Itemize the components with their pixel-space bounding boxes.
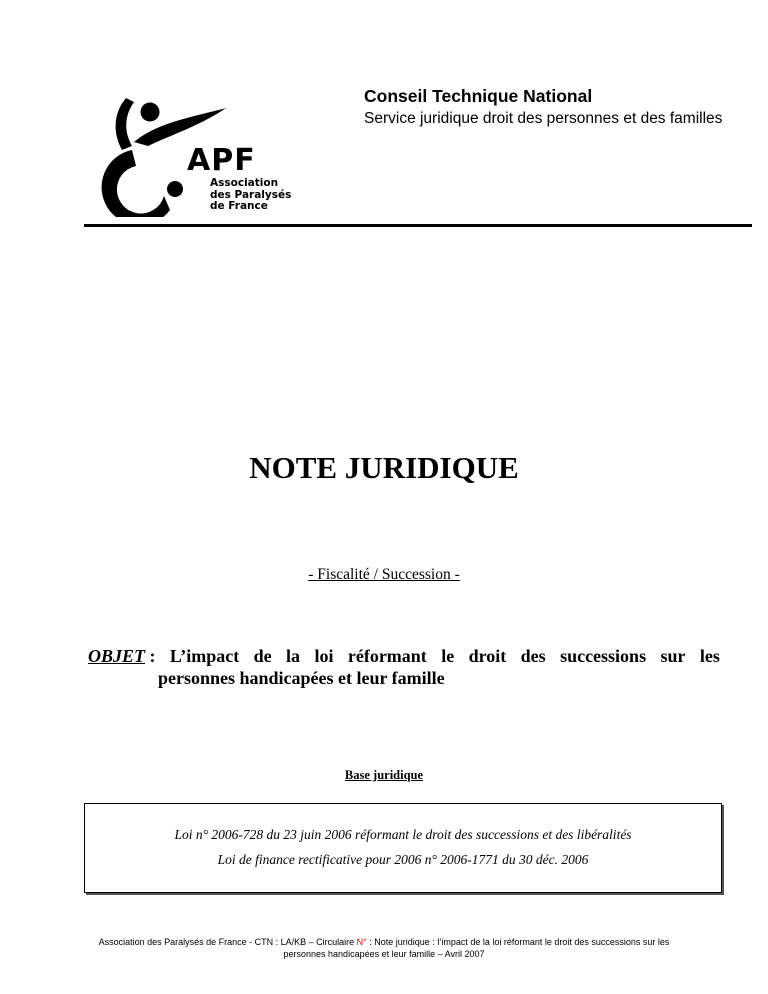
logo-name-line: de France [210,200,268,212]
objet-block [88,645,720,689]
objet-separator: : [149,646,156,666]
objet-label-group [88,645,156,667]
objet-word: successions [560,646,647,666]
footer-suffix: : Note juridique : l’impact de la loi réformant le droit des successions sur les [366,937,670,947]
logo-acronym: APF [187,143,256,178]
objet-word: loi [314,646,334,666]
footer-circulaire-number: N° [356,937,367,947]
objet-word: de [253,646,272,666]
document-subtitle: - Fiscalité / Succession - [308,566,460,583]
footer-line-2: personnes handicapées et leur famille – Avril 2007 [283,948,485,959]
objet-word: L’impact [169,646,240,666]
footer-prefix: Association des Paralysés de France - CTN : LA/KB – Circulaire [98,937,357,947]
objet-word: les [699,646,720,666]
objet-word: le [441,646,455,666]
base-juridique-heading: Base juridique [344,768,424,782]
objet-line-1 [88,645,720,667]
objet-word: sur [660,646,686,666]
logo-name [210,178,291,213]
header-divider [84,224,752,227]
base-juridique-box [84,803,722,893]
document-title: NOTE JURIDIQUE [249,450,519,485]
base-juridique-line: Loi de finance rectificative pour 2006 n° 2006-1771 du 30 déc. 2006 [217,852,589,867]
objet-word: la [286,646,301,666]
footer-line-1 [40,937,728,949]
objet-word: droit [468,646,507,666]
header-service: Service juridique droit des personnes et des familles [364,110,723,127]
logo-name-line: des Paralysés [210,188,292,201]
objet-word: réformant [347,646,427,666]
objet-word: des [520,646,546,666]
logo-name-line: Association [210,177,279,189]
objet-line-2: personnes handicapées et leur famille [158,668,445,688]
page-footer [40,937,728,960]
objet-label: OBJET [88,646,146,666]
base-juridique-line: Loi n° 2006-728 du 23 juin 2006 réformant le droit des successions et des libéralités [174,827,632,842]
header-organization: Conseil Technique National [364,86,593,106]
